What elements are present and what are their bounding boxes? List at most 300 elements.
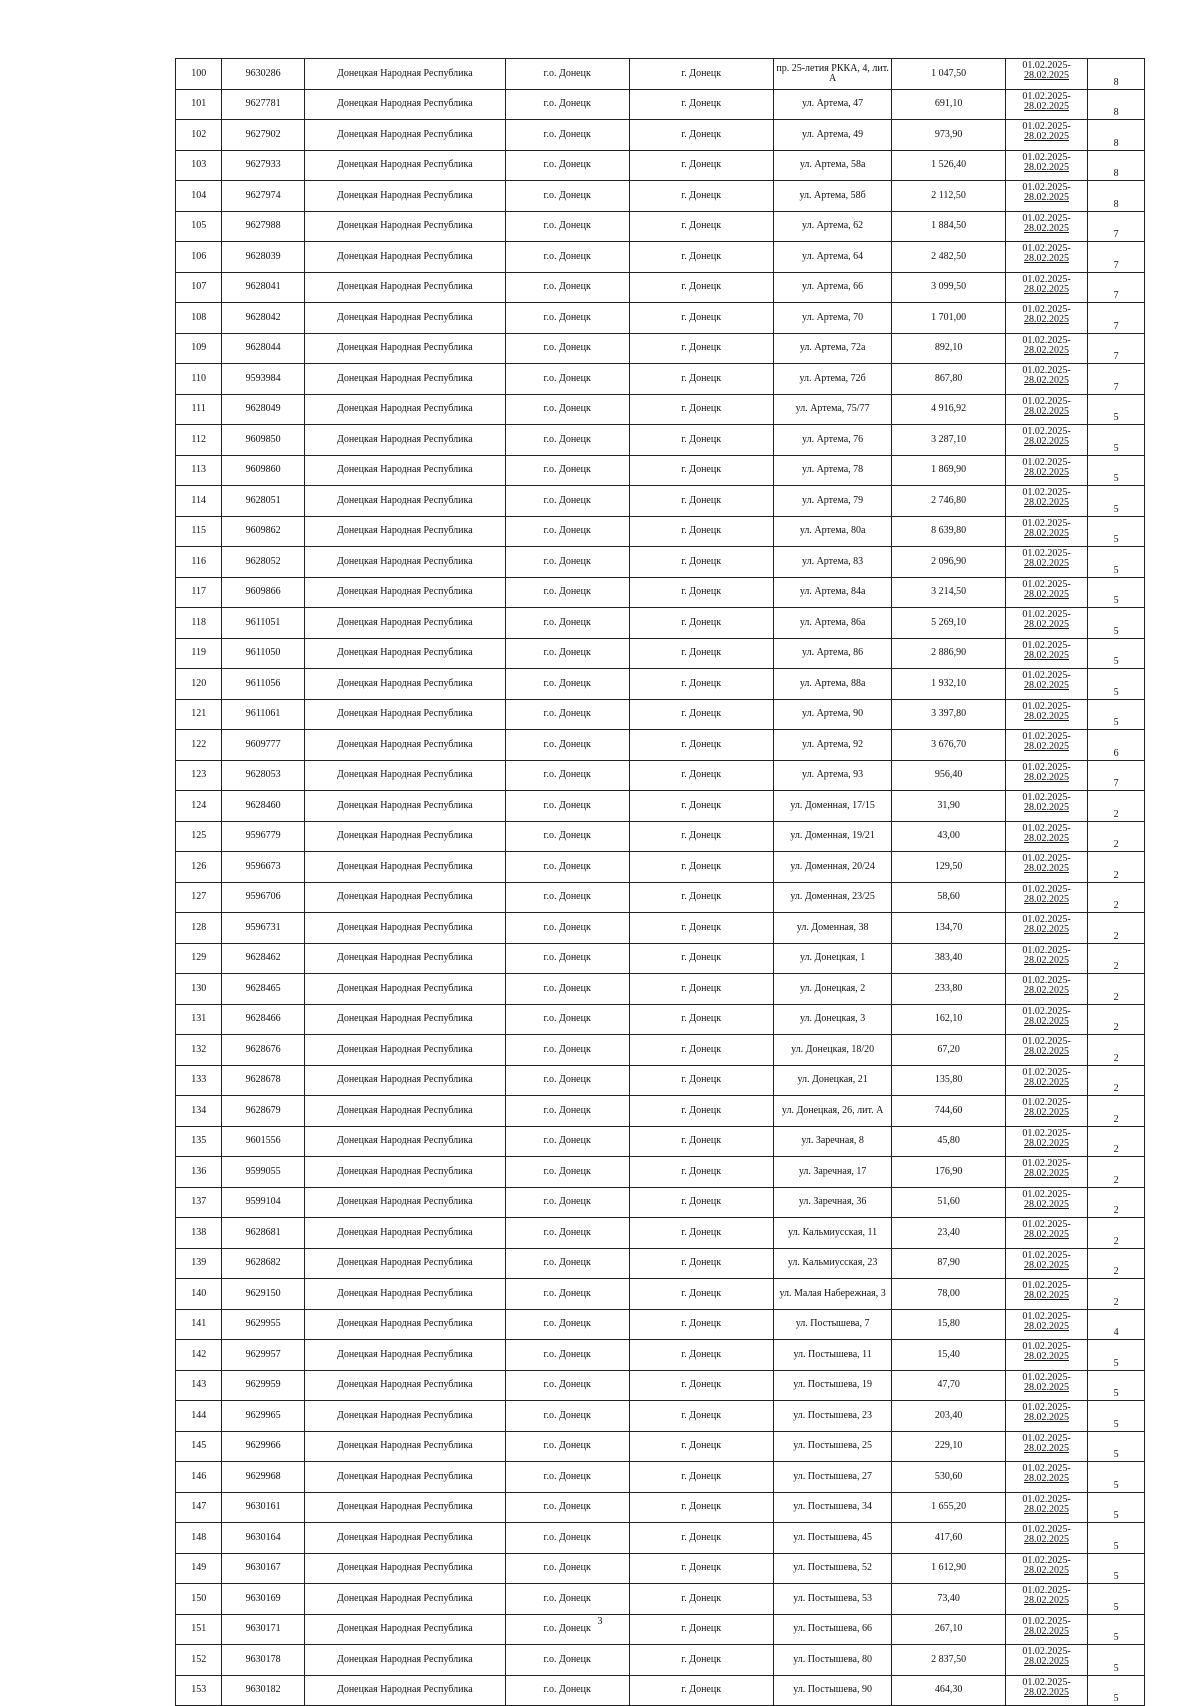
count-cell: 5: [1088, 577, 1145, 608]
period-end: 28.02.2025: [1024, 1320, 1069, 1332]
count-cell: 5: [1088, 394, 1145, 425]
address-cell: ул. Артема, 92: [773, 730, 892, 761]
count-cell: 2: [1088, 1248, 1145, 1279]
district-cell: г.о. Донецк: [505, 486, 629, 517]
row-number: 103: [176, 150, 222, 181]
city-cell: г. Донецк: [629, 791, 773, 822]
period-start: 01.02.2025-: [1022, 60, 1071, 71]
period-cell: [1005, 1157, 1087, 1188]
table-row: [176, 1584, 1145, 1615]
address-cell: ул. Донецкая, 18/20: [773, 1035, 892, 1066]
area-cell: 2 112,50: [892, 181, 1005, 212]
period-start: 01.02.2025-: [1022, 1158, 1071, 1169]
count-cell: 2: [1088, 821, 1145, 852]
period-cell: [1005, 577, 1087, 608]
period-start: 01.02.2025-: [1022, 121, 1071, 132]
row-number: 147: [176, 1492, 222, 1523]
area-cell: 956,40: [892, 760, 1005, 791]
area-cell: 4 916,92: [892, 394, 1005, 425]
address-cell: ул. Постышева, 19: [773, 1370, 892, 1401]
table-row: [176, 699, 1145, 730]
address-cell: ул. Артема, 86а: [773, 608, 892, 639]
row-number: 131: [176, 1004, 222, 1035]
row-number: 151: [176, 1614, 222, 1645]
area-cell: 2 482,50: [892, 242, 1005, 273]
city-cell: г. Донецк: [629, 943, 773, 974]
city-cell: г. Донецк: [629, 211, 773, 242]
row-number: 112: [176, 425, 222, 456]
period-cell: [1005, 1340, 1087, 1371]
period-start: 01.02.2025-: [1022, 365, 1071, 376]
object-id: 9628044: [222, 333, 304, 364]
city-cell: г. Донецк: [629, 364, 773, 395]
row-number: 148: [176, 1523, 222, 1554]
row-number: 149: [176, 1553, 222, 1584]
address-cell: ул. Артема, 80а: [773, 516, 892, 547]
row-number: 109: [176, 333, 222, 364]
period-cell: [1005, 303, 1087, 334]
address-cell: ул. Артема, 86: [773, 638, 892, 669]
region-cell: Донецкая Народная Республика: [304, 669, 505, 700]
period-cell: [1005, 486, 1087, 517]
row-number: 132: [176, 1035, 222, 1066]
row-number: 110: [176, 364, 222, 395]
region-cell: Донецкая Народная Республика: [304, 1462, 505, 1493]
object-id: 9628676: [222, 1035, 304, 1066]
row-number: 127: [176, 882, 222, 913]
period-start: 01.02.2025-: [1022, 1463, 1071, 1474]
period-cell: [1005, 547, 1087, 578]
table-row: [176, 1340, 1145, 1371]
table-row: [176, 364, 1145, 395]
region-cell: Донецкая Народная Республика: [304, 364, 505, 395]
address-cell: пр. 25-летия РККА, 4, лит. А: [773, 59, 892, 90]
period-cell: [1005, 943, 1087, 974]
row-number: 111: [176, 394, 222, 425]
table-row: [176, 1004, 1145, 1035]
count-cell: 7: [1088, 333, 1145, 364]
period-cell: [1005, 1126, 1087, 1157]
table-row: [176, 455, 1145, 486]
period-start: 01.02.2025-: [1022, 273, 1071, 285]
city-cell: г. Донецк: [629, 150, 773, 181]
city-cell: г. Донецк: [629, 1553, 773, 1584]
period-end: 28.02.2025: [1024, 802, 1069, 813]
period-cell: [1005, 120, 1087, 151]
address-cell: ул. Постышева, 23: [773, 1401, 892, 1432]
region-cell: Донецкая Народная Республика: [304, 1096, 505, 1127]
area-cell: 87,90: [892, 1248, 1005, 1279]
row-number: 102: [176, 120, 222, 151]
area-cell: 1 869,90: [892, 455, 1005, 486]
district-cell: г.о. Донецк: [505, 791, 629, 822]
address-cell: ул. Донецкая, 3: [773, 1004, 892, 1035]
district-cell: г.о. Донецк: [505, 516, 629, 547]
period-end: 28.02.2025: [1024, 436, 1069, 447]
object-id: 9628462: [222, 943, 304, 974]
area-cell: 1 612,90: [892, 1553, 1005, 1584]
address-cell: ул. Артема, 66: [773, 272, 892, 303]
row-number: 123: [176, 760, 222, 791]
table-row: [176, 211, 1145, 242]
period-end: 28.02.2025: [1024, 863, 1069, 874]
area-cell: 417,60: [892, 1523, 1005, 1554]
district-cell: г.о. Донецк: [505, 242, 629, 273]
period-end: 28.02.2025: [1024, 192, 1069, 203]
row-number: 137: [176, 1187, 222, 1218]
area-cell: 2 746,80: [892, 486, 1005, 517]
region-cell: Донецкая Народная Республика: [304, 272, 505, 303]
area-cell: 233,80: [892, 974, 1005, 1005]
city-cell: г. Донецк: [629, 425, 773, 456]
object-id: 9611051: [222, 608, 304, 639]
region-cell: Донецкая Народная Республика: [304, 974, 505, 1005]
row-number: 144: [176, 1401, 222, 1432]
area-cell: 2 096,90: [892, 547, 1005, 578]
period-cell: [1005, 1584, 1087, 1615]
city-cell: г. Донецк: [629, 59, 773, 90]
region-cell: Донецкая Народная Республика: [304, 1645, 505, 1676]
area-cell: 176,90: [892, 1157, 1005, 1188]
city-cell: г. Донецк: [629, 242, 773, 273]
table-row: [176, 272, 1145, 303]
period-start: 01.02.2025-: [1022, 1341, 1071, 1352]
area-cell: 267,10: [892, 1614, 1005, 1645]
period-cell: [1005, 1553, 1087, 1584]
object-id: 9596706: [222, 882, 304, 913]
count-cell: 7: [1088, 211, 1145, 242]
data-table: [175, 58, 1145, 1706]
address-cell: ул. Малая Набережная, 3: [773, 1279, 892, 1310]
table-row: [176, 791, 1145, 822]
period-end: 28.02.2025: [1024, 771, 1069, 783]
object-id: 9627781: [222, 89, 304, 120]
area-cell: 45,80: [892, 1126, 1005, 1157]
address-cell: ул. Донецкая, 21: [773, 1065, 892, 1096]
period-cell: [1005, 1187, 1087, 1218]
district-cell: г.о. Донецк: [505, 1462, 629, 1493]
object-id: 9611061: [222, 699, 304, 730]
period-end: 28.02.2025: [1024, 1686, 1069, 1698]
count-cell: 5: [1088, 425, 1145, 456]
region-cell: Донецкая Народная Республика: [304, 1279, 505, 1310]
object-id: 9629957: [222, 1340, 304, 1371]
period-end: 28.02.2025: [1024, 222, 1069, 234]
period-start: 01.02.2025-: [1022, 1066, 1071, 1078]
region-cell: Донецкая Народная Республика: [304, 1401, 505, 1432]
row-number: 146: [176, 1462, 222, 1493]
period-end: 28.02.2025: [1024, 1656, 1069, 1667]
count-cell: 5: [1088, 455, 1145, 486]
count-cell: 5: [1088, 1675, 1145, 1706]
district-cell: г.о. Донецк: [505, 1279, 629, 1310]
area-cell: 23,40: [892, 1218, 1005, 1249]
period-end: 28.02.2025: [1024, 1412, 1069, 1423]
address-cell: ул. Постышева, 25: [773, 1431, 892, 1462]
period-cell: [1005, 1492, 1087, 1523]
address-cell: ул. Донецкая, 26, лит. А: [773, 1096, 892, 1127]
region-cell: Донецкая Народная Республика: [304, 1187, 505, 1218]
address-cell: ул. Артема, 75/77: [773, 394, 892, 425]
object-id: 9627988: [222, 211, 304, 242]
area-cell: 78,00: [892, 1279, 1005, 1310]
count-cell: 5: [1088, 1553, 1145, 1584]
area-cell: 464,30: [892, 1675, 1005, 1706]
period-end: 28.02.2025: [1024, 1351, 1069, 1362]
count-cell: 2: [1088, 913, 1145, 944]
period-end: 28.02.2025: [1024, 253, 1069, 264]
area-cell: 5 269,10: [892, 608, 1005, 639]
row-number: 104: [176, 181, 222, 212]
city-cell: г. Донецк: [629, 852, 773, 883]
district-cell: г.о. Донецк: [505, 333, 629, 364]
period-start: 01.02.2025-: [1022, 90, 1071, 102]
area-cell: 530,60: [892, 1462, 1005, 1493]
count-cell: 5: [1088, 1492, 1145, 1523]
count-cell: 5: [1088, 1462, 1145, 1493]
period-start: 01.02.2025-: [1022, 670, 1071, 681]
row-number: 135: [176, 1126, 222, 1157]
period-cell: [1005, 1279, 1087, 1310]
count-cell: 2: [1088, 943, 1145, 974]
area-cell: 3 287,10: [892, 425, 1005, 456]
address-cell: ул. Артема, 58б: [773, 181, 892, 212]
object-id: 9630164: [222, 1523, 304, 1554]
row-number: 143: [176, 1370, 222, 1401]
city-cell: г. Донецк: [629, 89, 773, 120]
area-cell: 1 701,00: [892, 303, 1005, 334]
city-cell: г. Донецк: [629, 638, 773, 669]
city-cell: г. Донецк: [629, 1279, 773, 1310]
period-end: 28.02.2025: [1024, 1442, 1069, 1454]
period-start: 01.02.2025-: [1022, 944, 1071, 956]
period-cell: [1005, 1248, 1087, 1279]
table-row: [176, 547, 1145, 578]
period-end: 28.02.2025: [1024, 558, 1069, 569]
region-cell: Донецкая Народная Республика: [304, 1218, 505, 1249]
district-cell: г.о. Донецк: [505, 1126, 629, 1157]
district-cell: г.о. Донецк: [505, 211, 629, 242]
district-cell: г.о. Донецк: [505, 1157, 629, 1188]
city-cell: г. Донецк: [629, 1157, 773, 1188]
period-end: 28.02.2025: [1024, 985, 1069, 996]
period-cell: [1005, 364, 1087, 395]
address-cell: ул. Артема, 70: [773, 303, 892, 334]
district-cell: г.о. Донецк: [505, 943, 629, 974]
area-cell: 3 099,50: [892, 272, 1005, 303]
city-cell: г. Донецк: [629, 1401, 773, 1432]
address-cell: ул. Постышева, 80: [773, 1645, 892, 1676]
district-cell: г.о. Донецк: [505, 882, 629, 913]
area-cell: 3 676,70: [892, 730, 1005, 761]
row-number: 124: [176, 791, 222, 822]
row-number: 120: [176, 669, 222, 700]
city-cell: г. Донецк: [629, 1309, 773, 1340]
period-end: 28.02.2025: [1024, 344, 1069, 356]
city-cell: г. Донецк: [629, 974, 773, 1005]
period-start: 01.02.2025-: [1022, 1524, 1071, 1535]
region-cell: Донецкая Народная Республика: [304, 943, 505, 974]
table-row: [176, 608, 1145, 639]
period-cell: [1005, 516, 1087, 547]
row-number: 116: [176, 547, 222, 578]
period-cell: [1005, 882, 1087, 913]
period-cell: [1005, 1065, 1087, 1096]
area-cell: 135,80: [892, 1065, 1005, 1096]
period-start: 01.02.2025-: [1022, 700, 1071, 712]
row-number: 141: [176, 1309, 222, 1340]
object-id: 9629955: [222, 1309, 304, 1340]
period-cell: [1005, 1004, 1087, 1035]
city-cell: г. Донецк: [629, 1492, 773, 1523]
city-cell: г. Донецк: [629, 760, 773, 791]
area-cell: 58,60: [892, 882, 1005, 913]
region-cell: Донецкая Народная Республика: [304, 1126, 505, 1157]
period-start: 01.02.2025-: [1022, 1036, 1071, 1047]
count-cell: 2: [1088, 1157, 1145, 1188]
city-cell: г. Донецк: [629, 1462, 773, 1493]
period-start: 01.02.2025-: [1022, 1310, 1071, 1322]
object-id: 9628039: [222, 242, 304, 273]
address-cell: ул. Артема, 78: [773, 455, 892, 486]
district-cell: г.о. Донецк: [505, 1584, 629, 1615]
count-cell: 2: [1088, 852, 1145, 883]
region-cell: Донецкая Народная Республика: [304, 608, 505, 639]
row-number: 142: [176, 1340, 222, 1371]
table-body: [176, 59, 1145, 1706]
district-cell: г.о. Донецк: [505, 1035, 629, 1066]
period-end: 28.02.2025: [1024, 710, 1069, 722]
table-row: [176, 425, 1145, 456]
table-row: [176, 577, 1145, 608]
object-id: 9630286: [222, 59, 304, 90]
region-cell: Донецкая Народная Республика: [304, 516, 505, 547]
area-cell: 383,40: [892, 943, 1005, 974]
city-cell: г. Донецк: [629, 1065, 773, 1096]
period-end: 28.02.2025: [1024, 680, 1069, 691]
region-cell: Донецкая Народная Республика: [304, 1614, 505, 1645]
city-cell: г. Донецк: [629, 1035, 773, 1066]
period-start: 01.02.2025-: [1022, 792, 1071, 803]
city-cell: г. Донецк: [629, 1675, 773, 1706]
period-start: 01.02.2025-: [1022, 883, 1071, 895]
count-cell: 5: [1088, 1431, 1145, 1462]
object-id: 9630171: [222, 1614, 304, 1645]
district-cell: г.о. Донецк: [505, 1401, 629, 1432]
row-number: 140: [176, 1279, 222, 1310]
district-cell: г.о. Донецк: [505, 1096, 629, 1127]
district-cell: г.о. Донецк: [505, 852, 629, 883]
city-cell: г. Донецк: [629, 1431, 773, 1462]
table-row: [176, 59, 1145, 90]
period-start: 01.02.2025-: [1022, 975, 1071, 986]
table-row: [176, 516, 1145, 547]
address-cell: ул. Заречная, 36: [773, 1187, 892, 1218]
address-cell: ул. Постышева, 7: [773, 1309, 892, 1340]
region-cell: Донецкая Народная Республика: [304, 1492, 505, 1523]
period-start: 01.02.2025-: [1022, 334, 1071, 346]
region-cell: Донецкая Народная Республика: [304, 1248, 505, 1279]
table-row: [176, 638, 1145, 669]
table-row: [176, 821, 1145, 852]
table-row: [176, 1309, 1145, 1340]
object-id: 9628049: [222, 394, 304, 425]
table-row: [176, 669, 1145, 700]
district-cell: г.о. Донецк: [505, 455, 629, 486]
table-row: [176, 486, 1145, 517]
period-cell: [1005, 1370, 1087, 1401]
count-cell: 2: [1088, 1035, 1145, 1066]
count-cell: 2: [1088, 974, 1145, 1005]
table-row: [176, 760, 1145, 791]
period-end: 28.02.2025: [1024, 832, 1069, 844]
row-number: 107: [176, 272, 222, 303]
period-start: 01.02.2025-: [1022, 487, 1071, 498]
district-cell: г.о. Донецк: [505, 1523, 629, 1554]
count-cell: 2: [1088, 1126, 1145, 1157]
area-cell: 973,90: [892, 120, 1005, 151]
period-cell: [1005, 181, 1087, 212]
object-id: 9629150: [222, 1279, 304, 1310]
object-id: 9611056: [222, 669, 304, 700]
period-cell: [1005, 1523, 1087, 1554]
district-cell: г.о. Донецк: [505, 303, 629, 334]
area-cell: 1 655,20: [892, 1492, 1005, 1523]
district-cell: г.о. Донецк: [505, 913, 629, 944]
period-cell: [1005, 89, 1087, 120]
period-end: 28.02.2025: [1024, 100, 1069, 112]
district-cell: г.о. Донецк: [505, 1645, 629, 1676]
area-cell: 15,40: [892, 1340, 1005, 1371]
object-id: 9609866: [222, 577, 304, 608]
object-id: 9628460: [222, 791, 304, 822]
district-cell: г.о. Донецк: [505, 1218, 629, 1249]
area-cell: 867,80: [892, 364, 1005, 395]
object-id: 9627933: [222, 150, 304, 181]
period-cell: [1005, 913, 1087, 944]
table-row: [176, 89, 1145, 120]
address-cell: ул. Артема, 64: [773, 242, 892, 273]
region-cell: Донецкая Народная Республика: [304, 455, 505, 486]
count-cell: 7: [1088, 242, 1145, 273]
address-cell: ул. Донецкая, 1: [773, 943, 892, 974]
count-cell: 5: [1088, 516, 1145, 547]
count-cell: 2: [1088, 1187, 1145, 1218]
row-number: 101: [176, 89, 222, 120]
period-start: 01.02.2025-: [1022, 1493, 1071, 1505]
row-number: 108: [176, 303, 222, 334]
region-cell: Донецкая Народная Республика: [304, 882, 505, 913]
object-id: 9628679: [222, 1096, 304, 1127]
count-cell: 5: [1088, 547, 1145, 578]
period-end: 28.02.2025: [1024, 1503, 1069, 1515]
period-end: 28.02.2025: [1024, 1076, 1069, 1088]
region-cell: Донецкая Народная Республика: [304, 486, 505, 517]
table-row: [176, 1248, 1145, 1279]
district-cell: г.о. Донецк: [505, 425, 629, 456]
region-cell: Донецкая Народная Республика: [304, 577, 505, 608]
table-row: [176, 1492, 1145, 1523]
count-cell: 5: [1088, 1340, 1145, 1371]
row-number: 100: [176, 59, 222, 90]
table-row: [176, 1553, 1145, 1584]
period-end: 28.02.2025: [1024, 314, 1069, 325]
table-row: [176, 1218, 1145, 1249]
period-end: 28.02.2025: [1024, 1259, 1069, 1271]
area-cell: 43,00: [892, 821, 1005, 852]
period-start: 01.02.2025-: [1022, 395, 1071, 407]
period-end: 28.02.2025: [1024, 497, 1069, 508]
